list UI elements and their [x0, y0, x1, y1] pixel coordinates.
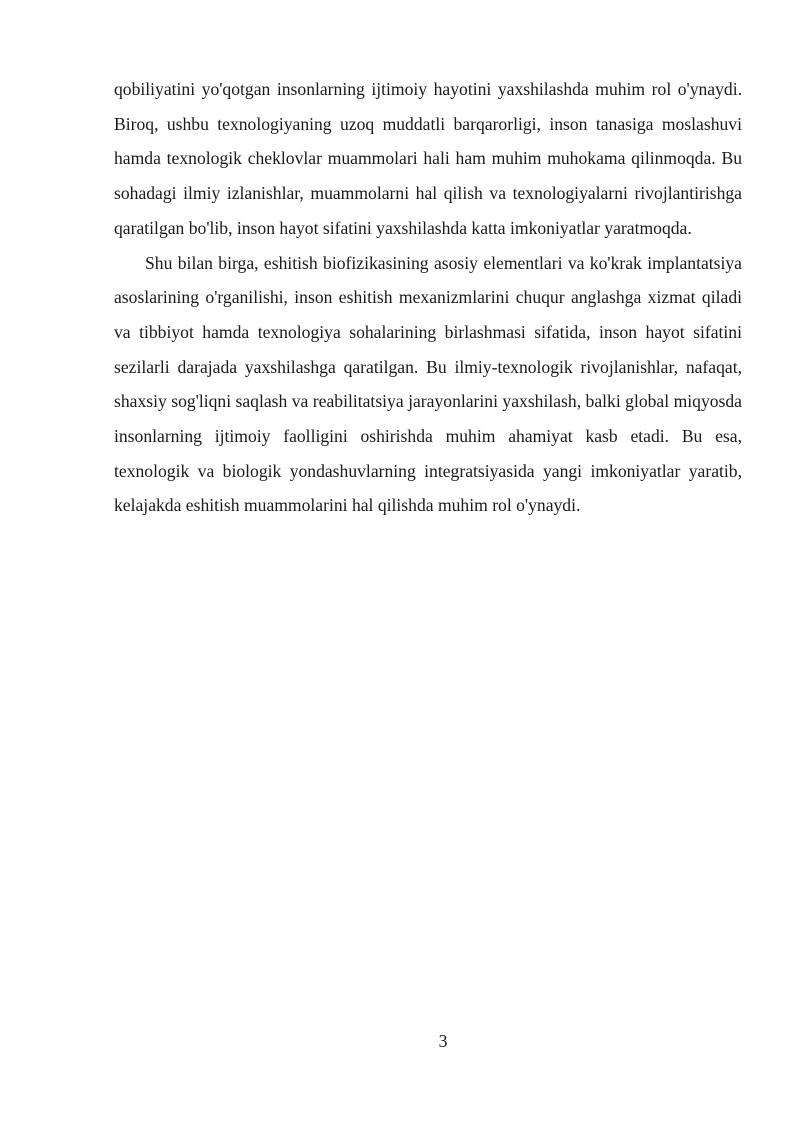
paragraph: Shu bilan birga, eshitish biofizikasining asosiy elementlari va ko'krak implantatsiya asoslarining o'rganilishi, inson eshitish mexanizmlarini chuqur anglashga xizmat qiladi va tibbiyot hamda texnologiya sohalarining birlashmasi sifatida, inson hayot sifatini sezilarli darajada yaxshilashga qaratilgan. Bu ilmiy-texnologik rivojlanishlar, nafaqat, shaxsiy sog'liqni saqlash va reabilitatsiya jarayonlarini yaxshilash, balki global miqyosda insonlarning ijtimoiy faolligini oshirishda muhim ahamiyat kasb etadi. Bu esa, texnologik va biologik yondashuvlarning integratsiyasida yangi imkoniyatlar yaratib, kelajakda eshitish muammolarini hal qilishda muhim rol o'ynaydi. — [114, 252, 742, 516]
page-number: 3 — [438, 1031, 448, 1051]
text-body — [114, 72, 742, 523]
paragraph-continuation: qobiliyatini yo'qotgan insonlarning ijtimoiy hayotini yaxshilashda muhim rol o'ynaydi. Biroq, ushbu texnologiyaning uzoq muddatli barqarorligi, inson tanasiga moslashuvi hamda texnologik cheklovlar muammolari hali ham muhim muhokama qilinmoqda. Bu sohadagi ilmiy izlanishlar, muammolarni hal qilish va texnologiyalarni rivojlantirishga qaratilgan bo'lib, inson hayot sifatini yaxshilashda katta imkoniyatlar yaratmoqda. — [114, 79, 742, 238]
